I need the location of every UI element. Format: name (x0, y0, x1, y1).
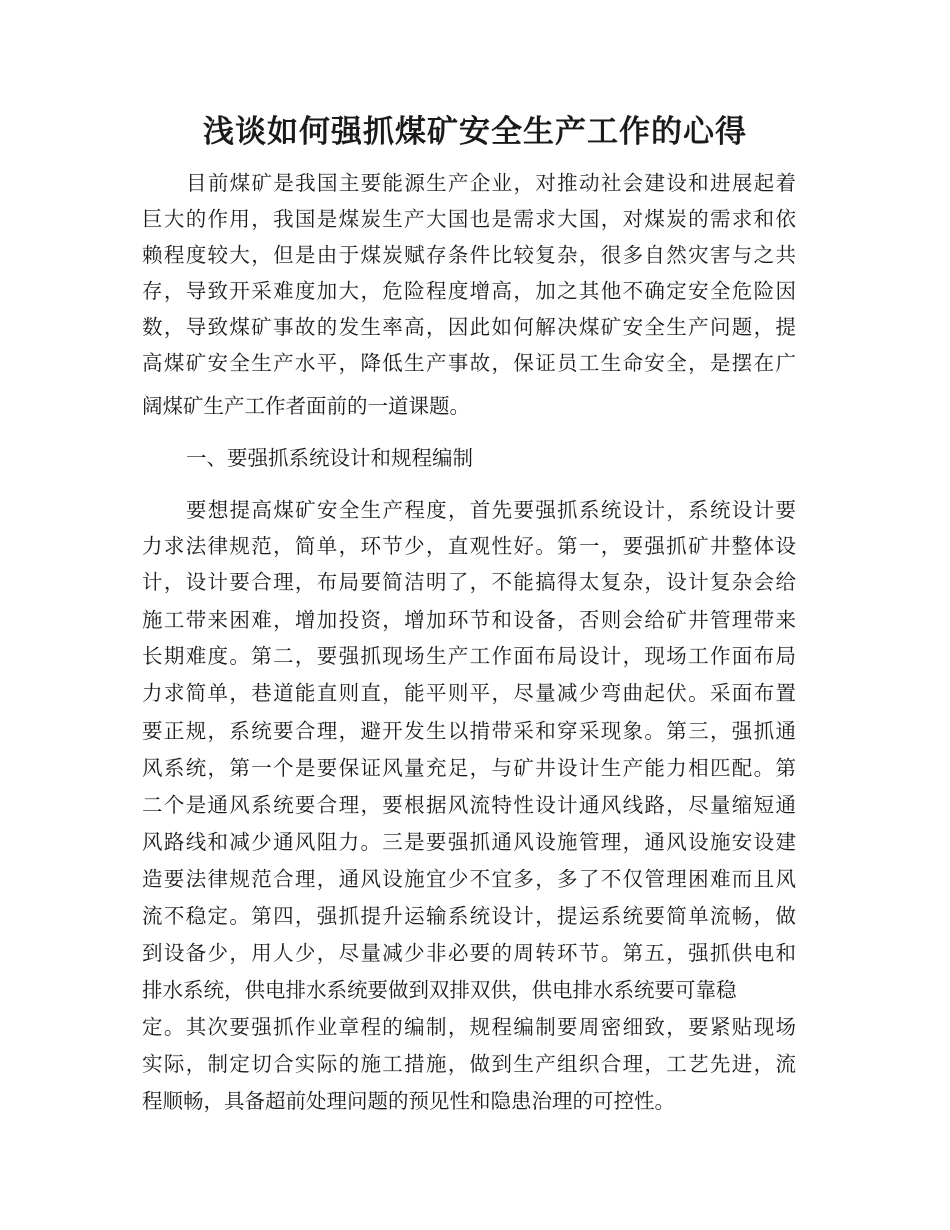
document-title: 浅谈如何强抓煤矿安全生产工作的心得 (203, 114, 747, 150)
paragraph-2-line-12: 流不稳定。第四，强抓提升运输系统设计，提运系统要简单流畅，做 (142, 904, 796, 928)
section-heading-1: 一、要强抓系统设计和规程编制 (186, 446, 473, 470)
paragraph-1-line-1: 目前煤矿是我国主要能源生产企业，对推动社会建设和进展起着 (186, 171, 796, 195)
paragraph-2-line-5: 长期难度。第二，要强抓现场生产工作面布局设计，现场工作面布局 (142, 644, 796, 668)
paragraph-2-line-9: 二个是通风系统要合理，要根据风流特性设计通风线路，尽量缩短通 (142, 793, 796, 817)
paragraph-2-line-2: 力求法律规范，简单，环节少，直观性好。第一，要强抓矿井整体设 (142, 534, 796, 558)
paragraph-2-line-11: 造要法律规范合理，通风设施宜少不宜多，多了不仅管理困难而且风 (142, 867, 796, 891)
paragraph-2-line-3: 计，设计要合理，布局要简洁明了，不能搞得太复杂，设计复杂会给 (142, 570, 796, 594)
paragraph-2-line-14: 排水系统，供电排水系统要做到双排双供，供电排水系统要可靠稳 (142, 978, 737, 1002)
paragraph-2-line-8: 风系统，第一个是要保证风量充足，与矿井设计生产能力相匹配。第 (142, 756, 796, 780)
paragraph-2-line-1: 要想提高煤矿安全生产程度，首先要强抓系统设计，系统设计要 (186, 498, 796, 522)
paragraph-1-line-7: 阔煤矿生产工作者面前的一道课题。 (142, 394, 470, 418)
paragraph-2-line-13: 到设备少，用人少，尽量减少非必要的周转环节。第五，强抓供电和 (142, 941, 796, 965)
paragraph-2-line-10: 风路线和减少通风阻力。三是要强抓通风设施管理，通风设施安设建 (142, 830, 796, 854)
paragraph-2-line-15: 定。其次要强抓作业章程的编制，规程编制要周密细致，要紧贴现场 (142, 1015, 796, 1039)
paragraph-1-line-4: 存，导致开采难度加大，危险程度增高，加之其他不确定安全危险因 (142, 279, 796, 303)
paragraph-1-line-3: 赖程度较大，但是由于煤炭赋存条件比较复杂，很多自然灾害与之共 (142, 243, 796, 267)
paragraph-2-line-6: 力求简单，巷道能直则直，能平则平，尽量减少弯曲起伏。采面布置 (142, 681, 796, 705)
paragraph-2-line-16: 实际，制定切合实际的施工措施，做到生产组织合理，工艺先进，流 (142, 1052, 796, 1076)
paragraph-1-line-2: 巨大的作用，我国是煤炭生产大国也是需求大国，对煤炭的需求和依 (142, 207, 796, 231)
paragraph-2-line-17: 程顺畅，具备超前处理问题的预见性和隐患治理的可控性。 (142, 1089, 675, 1113)
paragraph-1-line-5: 数，导致煤矿事故的发生率高，因此如何解决煤矿安全生产问题，提 (142, 315, 796, 339)
paragraph-1-line-6: 高煤矿安全生产水平，降低生产事故，保证员工生命安全，是摆在广 (142, 351, 796, 375)
paragraph-2-line-4: 施工带来困难，增加投资，增加环节和设备，否则会给矿井管理带来 (142, 608, 796, 632)
paragraph-2-line-7: 要正规，系统要合理，避开发生以掯带采和穿采现象。第三，强抓通 (142, 719, 796, 743)
